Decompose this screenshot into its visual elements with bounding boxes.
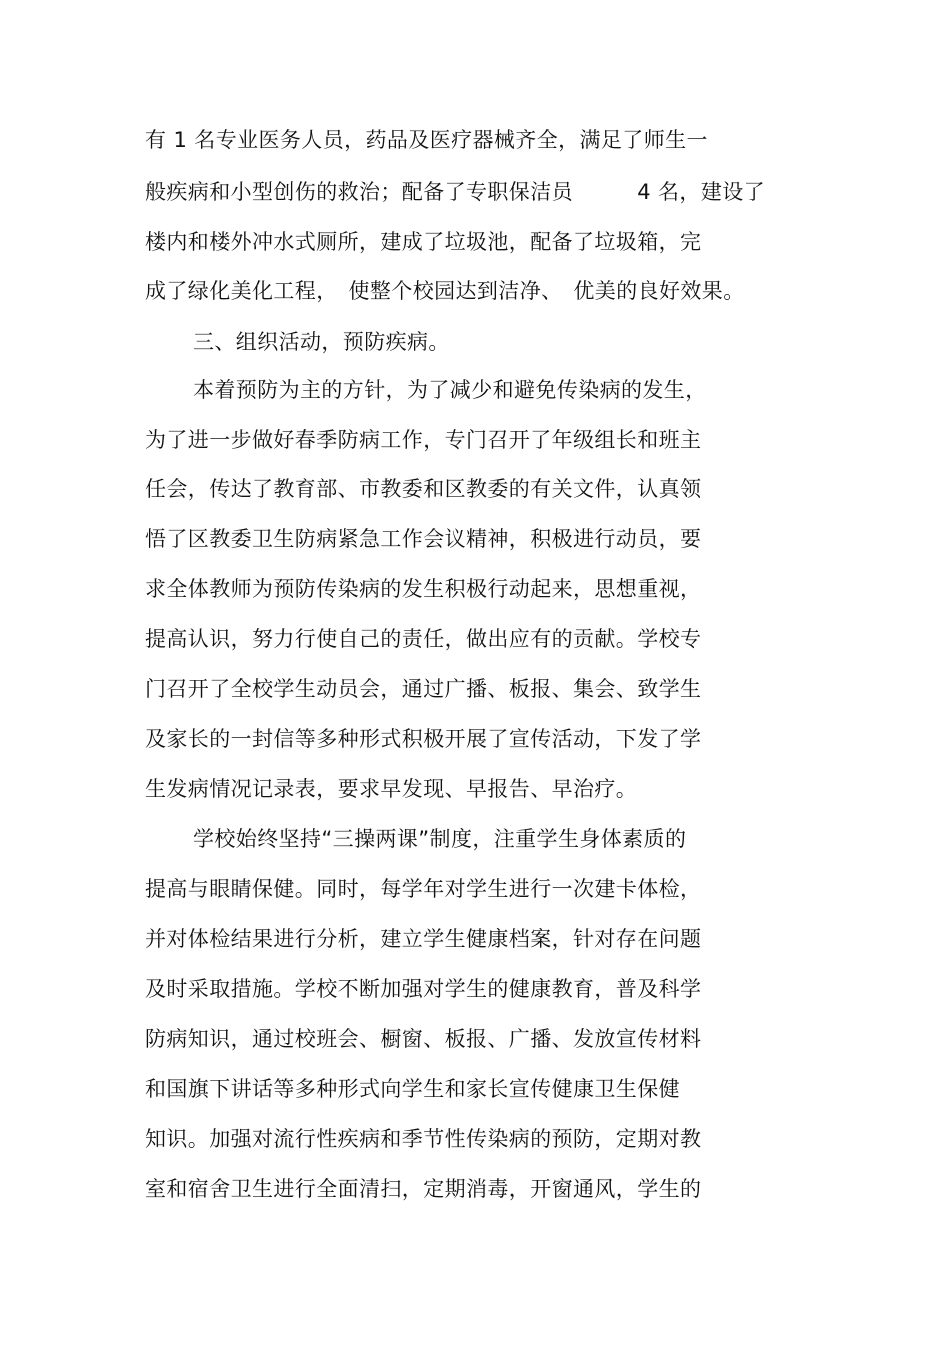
text-line: 和国旗下讲话等多种形式向学生和家长宣传健康卫生保健 [145, 1077, 680, 1101]
text-line: 防病知识，通过校班会、橱窗、板报、广播、发放宣传材料 [145, 1027, 702, 1051]
text-line: 并对体检结果进行分析，建立学生健康档案，针对存在问题 [145, 927, 702, 951]
text-line: 楼内和楼外冲水式厕所，建成了垃圾池，配备了垃圾箱，完 [145, 230, 702, 254]
text-line: 及家长的一封信等多种形式积极开展了宣传活动，下发了学 [145, 727, 702, 751]
text-line: 有 1 名专业医务人员，药品及医疗器械齐全，满足了师生一 [145, 128, 708, 152]
text-line: 及时采取措施。学校不断加强对学生的健康教育，普及科学 [145, 977, 702, 1001]
text-line: 生发病情况记录表，要求早发现、早报告、早治疗。 [145, 777, 638, 801]
text-line: 门召开了全校学生动员会，通过广播、板报、集会、致学生 [145, 677, 702, 701]
text-line: 提高认识，努力行使自己的责任，做出应有的贡献。学校专 [145, 627, 702, 651]
text-line: 求全体教师为预防传染病的发生积极行动起来，思想重视， [145, 577, 702, 601]
text-line: 成了绿化美化工程， 使整个校园达到洁净、 优美的良好效果。 [145, 279, 745, 303]
section-heading: 三、组织活动，预防疾病。 [193, 330, 450, 354]
text-line: 般疾病和小型创伤的救治；配备了专职保洁员 4 名，建设了 [145, 180, 766, 204]
text-line: 悟了区教委卫生防病紧急工作会议精神，积极进行动员，要 [145, 527, 702, 551]
text-line: 为了进一步做好春季防病工作，专门召开了年级组长和班主 [145, 428, 702, 452]
text-line: 提高与眼睛保健。同时，每学年对学生进行一次建卡体检， [145, 877, 702, 901]
text-line: 知识。加强对流行性疾病和季节性传染病的预防，定期对教 [145, 1127, 702, 1151]
text-line: 任会，传达了教育部、市教委和区教委的有关文件，认真领 [145, 477, 702, 501]
paragraph-first-line: 学校始终坚持“三操两课”制度，注重学生身体素质的 [193, 827, 687, 851]
text-line: 室和宿舍卫生进行全面清扫，定期消毒，开窗通风，学生的 [145, 1177, 702, 1201]
paragraph-first-line: 本着预防为主的方针，为了减少和避免传染病的发生， [193, 378, 707, 402]
